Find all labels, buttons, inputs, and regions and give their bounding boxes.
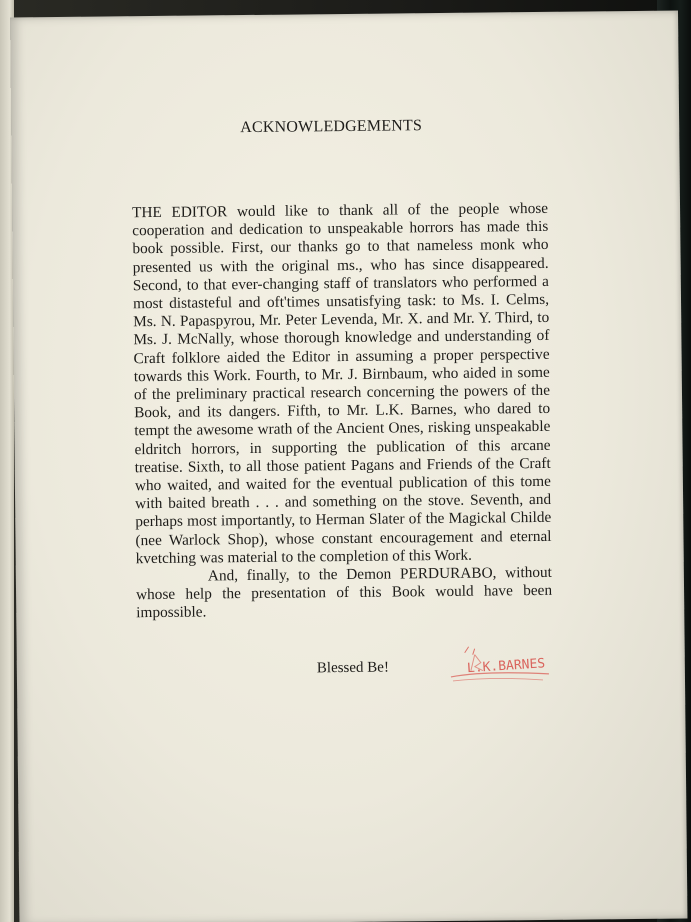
paragraph-thanks: THE EDITOR would like to thank all of the people whose cooperation and dedication to unspeakable horrors has made this book possible. First, our thanks go to that nameless monk who presented us with the original ms., who has since disappeared. Second, to that ever-changing staff of translators who performed a most distasteful and oft'times unsatisfying task: to Ms. I. Celms, Ms. N. Papaspyrou, Mr. Peter Levenda, Mr. X. and Mr. Y. Third, to Ms. J. McNally, whose thorough knowledge and understanding of Craft folklore aided the Editor in assuming a proper perspective towards this Work. Fourth, to Mr. J. Birnbaum, who aided in some of the preliminary practical research concerning the powers of the Book, and its dangers. Fifth, to Mr. L.K. Barnes, who dared to tempt the awesome wrath of the Ancient Ones, risking unspeakable eldritch horrors, in supporting the publication of this arcane treatise. Sixth, to all those patient Pagans and Friends of the Craft who waited, and waited for the eventual publication of this tome with baited breath . . . and something on the stove. Seventh, and perhaps most importantly, to Herman Slater of the Magickal Childe (nee Warlock Shop), whose constant encouragement and eternal kvetching was material to the completion of this Work. [131, 199, 552, 568]
signature-text: L.K.BARNES [466, 656, 546, 677]
closing-line: Blessed Be! [316, 659, 390, 677]
page-heading: ACKNOWLEDGEMENTS [240, 117, 423, 137]
paragraph-finally: And, finally, to the Demon PERDURABO, without whose help the presentation of this Book would have been impossible. [135, 563, 553, 622]
acknowledgements-body [132, 200, 552, 623]
book-page [10, 11, 687, 922]
signature-stamp [445, 640, 555, 687]
